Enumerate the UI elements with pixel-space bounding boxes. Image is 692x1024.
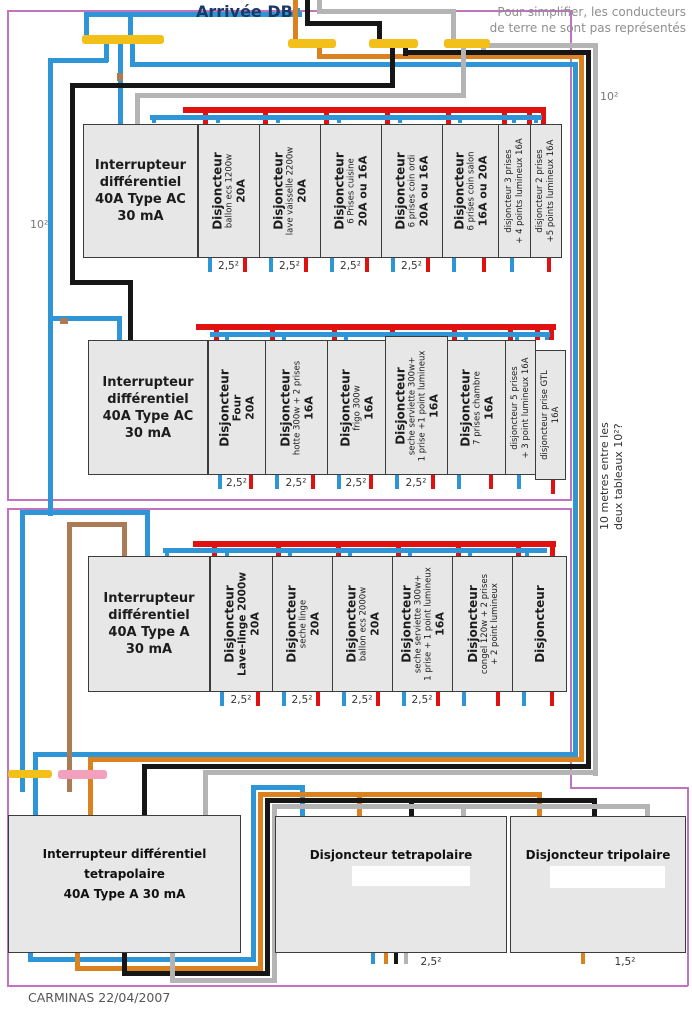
bus-neutral-blue — [545, 332, 549, 340]
label-line: Disjoncteur — [399, 585, 414, 663]
breaker-module-label — [504, 128, 526, 254]
erased-area — [550, 866, 665, 888]
label-line: + 3 point lumineux 16A — [520, 356, 531, 459]
breaker-module — [332, 556, 393, 692]
gauge-label: 2,5² — [401, 260, 422, 272]
section-border — [7, 499, 570, 501]
label-line: Four — [231, 394, 244, 421]
label-line: 20A — [368, 612, 382, 636]
earth-note: Pour simplifier, les conducteurs de terre ne sont pas représentés — [489, 5, 686, 35]
bus-phase-red — [196, 324, 556, 330]
label-line: 20A ou 16A — [356, 155, 370, 227]
bus-phase-red — [482, 258, 486, 272]
distance-note: 10 metres entre les deux tableaux 10²? — [598, 422, 625, 530]
bus-neutral-blue — [216, 115, 220, 123]
breaker-module — [452, 556, 513, 692]
author-date: CARMINAS 22/04/2007 — [28, 990, 171, 1005]
bus-phase-red — [550, 541, 555, 556]
gauge-label: 2,5² — [291, 694, 313, 706]
breaker-module-label — [510, 344, 532, 471]
label-line: disjoncteur 2 prises — [535, 149, 546, 233]
wire-phase-gray — [135, 93, 466, 98]
breaker-module — [512, 556, 567, 692]
wire-phase-black — [142, 764, 147, 817]
label-line: ballon ecs 1200w — [224, 153, 235, 229]
main-differential-switch-label: Interrupteur différentiel tetrapolaire 40A Type A 30 mA — [42, 847, 207, 901]
bus-phase-red — [547, 258, 551, 272]
label-line: Disjoncteur — [393, 366, 408, 445]
wire-phase-gray — [481, 43, 593, 48]
breaker-module-label — [333, 128, 370, 254]
wire-neutral-blue — [20, 510, 25, 792]
section-border — [570, 10, 572, 501]
wire-phase-gray — [461, 48, 466, 98]
bus-neutral-blue — [458, 115, 462, 123]
wire-phase-black — [390, 48, 395, 88]
arrival-title: Arrivée DB — [196, 2, 293, 21]
breaker-module — [535, 350, 566, 480]
wire-phase-brown — [67, 524, 72, 792]
wire-neutral-blue — [48, 58, 108, 63]
breaker-module — [259, 124, 321, 258]
breaker-module-label — [533, 560, 547, 688]
label-line: Interrupteur — [103, 591, 195, 606]
wire-phase-orange — [579, 54, 584, 762]
wire-neutral-blue — [452, 258, 456, 272]
bus-neutral-blue — [150, 115, 542, 120]
label-line: 40A Type AC — [95, 192, 186, 207]
label-line: Disjoncteur — [465, 585, 480, 663]
breaker-module — [198, 124, 260, 258]
label-line: + 4 points lumineux 16A — [514, 138, 525, 244]
bus-phase-red — [550, 692, 554, 706]
wire-phase-orange — [88, 757, 93, 817]
terminal-block-yellow — [288, 39, 336, 48]
breaker-tetrapolar-label: Disjoncteur tetrapolaire — [309, 848, 473, 862]
gauge-label-right: 10² — [600, 90, 619, 103]
label-line: Disjoncteur — [344, 585, 359, 663]
wire-neutral-blue — [573, 62, 578, 757]
wire-phase-black — [70, 83, 395, 88]
label-line: seche serviette 300w+ — [407, 356, 418, 455]
terminal-block-yellow — [82, 35, 164, 44]
wire-phase-gray — [203, 770, 208, 817]
breaker-module — [447, 340, 506, 475]
wire-neutral-blue — [251, 785, 256, 962]
label-line: Disjoncteur — [452, 152, 467, 230]
label-line: 20A — [243, 395, 257, 420]
breaker-module-label — [452, 128, 489, 254]
label-line: +5 points lumineux 16A — [546, 139, 557, 243]
bus-neutral-blue — [398, 115, 402, 123]
label-line: Disjoncteur — [532, 585, 547, 663]
label-line: 6 prises coin salon — [466, 151, 477, 231]
differential-switch-box — [88, 340, 208, 475]
differential-switch-label — [89, 557, 209, 691]
label-line: seche serviette 300w+ — [413, 574, 424, 674]
label-line: Lave-linge 2000w — [236, 572, 249, 676]
label-line: Disjoncteur — [338, 368, 353, 447]
label-line: 16A — [433, 612, 447, 636]
wire-phase-gray — [205, 770, 598, 775]
label-line: Interrupteur — [94, 158, 187, 173]
label-line: 20A — [248, 612, 262, 636]
wire-neutral-blue — [33, 752, 38, 817]
label-line: seche linge — [298, 599, 309, 649]
label-line: 40A Type A — [108, 625, 190, 640]
wire-phase-brown — [117, 73, 123, 81]
bus-neutral-blue — [525, 548, 529, 556]
label-line: 16A — [550, 406, 561, 424]
wire-phase-black — [305, 21, 382, 26]
terminal-block-yellow — [369, 39, 418, 48]
label-line: 40A Type AC — [102, 408, 194, 424]
wire-neutral-blue — [510, 258, 514, 272]
breaker-module-label — [399, 560, 446, 688]
breaker-module-label — [272, 128, 309, 254]
label-line: 16A ou 20A — [476, 155, 490, 227]
bus-neutral-blue — [408, 548, 412, 556]
terminal-block-pink — [58, 770, 107, 779]
gauge-label-bottom4: 2,5² — [420, 956, 442, 968]
differential-switch-label — [84, 125, 197, 257]
wire-phase-orange — [258, 792, 263, 972]
label-line: Disjoncteur — [278, 368, 293, 447]
breaker-module — [265, 340, 328, 475]
breaker-module — [442, 124, 499, 258]
label-line: 6 prises coin ordi — [407, 154, 418, 228]
bus-neutral-blue — [152, 115, 156, 123]
section-border — [570, 787, 688, 789]
bus-phase-red — [551, 480, 555, 494]
label-line: 30 mA — [117, 209, 164, 224]
wire-neutral-blue — [48, 58, 53, 516]
label-line: + 2 point lumineux — [489, 583, 500, 665]
label-line: Disjoncteur — [284, 585, 299, 663]
wire-neutral-blue — [145, 510, 150, 558]
gauge-label: 2,5² — [345, 477, 367, 489]
section-border — [7, 10, 9, 500]
gauge-label: 2,5² — [340, 260, 361, 272]
label-line: frigo 300w — [352, 384, 363, 431]
label-line: différentiel — [99, 175, 182, 190]
breaker-module-label — [284, 560, 321, 688]
breaker-module — [320, 124, 382, 258]
label-line: Disjoncteur — [458, 368, 473, 447]
label-line: 20A ou 16A — [417, 155, 431, 227]
wire-phase-black — [128, 280, 133, 342]
label-line: différentiel — [108, 608, 190, 623]
bus-neutral-blue — [512, 115, 516, 123]
wire-neutral-blue — [457, 475, 461, 489]
wire-phase-brown — [60, 318, 68, 324]
wire-neutral-blue — [517, 475, 521, 489]
wire-phase-black — [144, 764, 591, 769]
bus-neutral-blue — [337, 115, 341, 123]
wire-neutral-blue — [522, 692, 526, 706]
bus-neutral-blue — [282, 332, 286, 340]
gauge-label-left: 10² — [30, 218, 49, 231]
wire-phase-orange — [90, 757, 584, 762]
label-line: Disjoncteur — [217, 368, 232, 447]
wire-neutral-blue — [130, 62, 578, 67]
breaker-module-label — [393, 340, 440, 471]
section-border — [7, 985, 688, 987]
breaker-module — [505, 340, 536, 475]
wire-neutral-blue — [462, 692, 466, 706]
wire-phase-orange — [293, 0, 298, 42]
breaker-module-label — [278, 344, 315, 471]
wire-neutral-blue — [251, 785, 305, 790]
gauge-label: 2,5² — [351, 694, 373, 706]
label-line: 7 prises chambre — [472, 370, 483, 445]
label-line: 30 mA — [124, 425, 172, 441]
breaker-module-label — [458, 344, 495, 471]
wire-phase-black — [265, 798, 270, 976]
wire-phase-black — [70, 83, 75, 285]
differential-switch-box — [88, 556, 210, 692]
gauge-label: 2,5² — [411, 694, 433, 706]
label-line: 30 mA — [125, 642, 173, 657]
gauge-label: 2,5² — [285, 477, 307, 489]
breaker-module-label — [222, 560, 261, 688]
breaker-module — [381, 124, 443, 258]
differential-switch-box — [83, 124, 198, 258]
label-line: 16A — [362, 395, 376, 420]
label-line: ballon ecs 2000w — [358, 586, 369, 662]
wire-phase-gray — [135, 93, 140, 124]
label-line: 1 prise + 1 point lumineux — [423, 567, 434, 681]
bus-neutral-blue — [344, 332, 348, 340]
label-line: 1 prise +1 point lumineux — [417, 350, 428, 461]
gauge-label-bottom3: 1,5² — [614, 956, 636, 968]
bus-neutral-blue — [288, 548, 292, 556]
section-border — [687, 787, 689, 986]
section-border — [570, 508, 572, 788]
bus-phase-red — [489, 475, 493, 489]
label-line: 20A — [308, 612, 322, 636]
wire-phase-gray — [317, 9, 456, 14]
label-line: Disjoncteur — [271, 152, 286, 230]
breaker-module-label — [344, 560, 381, 688]
label-line: Disjoncteur — [393, 152, 408, 230]
wire-phase-black — [70, 280, 133, 285]
terminal-block-yellow — [8, 770, 52, 778]
label-line: disjoncteur 5 prises — [509, 365, 520, 450]
bus-phase-red — [496, 692, 500, 706]
label-line: 16A — [302, 395, 316, 420]
breaker-module — [392, 556, 453, 692]
wire-neutral-blue — [28, 957, 256, 962]
breaker-module — [385, 336, 448, 475]
label-line: 16A — [482, 395, 496, 420]
label-line: disjoncteur prise GTL — [539, 370, 550, 460]
breaker-tripolar-label: Disjoncteur tripolaire — [525, 848, 671, 862]
wire-neutral-blue — [117, 316, 122, 342]
label-line: 20A — [234, 179, 248, 203]
erased-area — [352, 866, 470, 886]
breaker-module-label — [535, 128, 557, 254]
wire-phase-black — [586, 50, 591, 769]
breaker-module — [530, 124, 562, 258]
gauge-label: 2,5² — [226, 477, 247, 489]
bus-neutral-blue — [515, 332, 519, 340]
breaker-module-label — [394, 128, 431, 254]
wire-phase-black — [403, 50, 591, 55]
gauge-label: 2,5² — [279, 260, 300, 272]
label-line: hotte 300w + 2 prises — [292, 360, 303, 455]
bus-neutral-blue — [165, 548, 169, 556]
wire-phase-black — [122, 971, 269, 976]
bus-neutral-blue — [225, 332, 229, 340]
bus-neutral-blue — [210, 332, 550, 337]
label-line: lave vaisselle 2200w — [285, 146, 296, 236]
label-line: Disjoncteur — [222, 585, 237, 663]
label-line: 6 Prises cuisine — [346, 158, 357, 224]
main-differential-switch-box — [8, 815, 241, 953]
bus-neutral-blue — [464, 332, 468, 340]
breaker-module-label — [466, 560, 500, 688]
breaker-module — [210, 556, 273, 692]
label-line: disjoncteur 3 prises — [503, 149, 514, 233]
breaker-module — [272, 556, 333, 692]
gauge-label: 2,5² — [218, 260, 239, 272]
gauge-label: 2,5² — [405, 477, 427, 489]
breaker-module — [208, 340, 266, 475]
breaker-module — [498, 124, 531, 258]
wire-phase-brown — [67, 522, 127, 527]
breaker-module-label — [338, 344, 375, 471]
label-line: différentiel — [107, 391, 189, 407]
bus-neutral-blue — [163, 548, 547, 553]
bus-neutral-blue — [468, 548, 472, 556]
breaker-module-label — [540, 354, 562, 476]
wire-phase-black — [265, 798, 597, 803]
differential-switch-label — [89, 341, 207, 474]
label-line: Disjoncteur — [332, 152, 347, 230]
bus-phase-red — [183, 107, 546, 113]
gauge-label: 2,5² — [230, 694, 252, 706]
wire-phase-orange — [258, 792, 542, 797]
breaker-module — [327, 340, 386, 475]
bus-neutral-blue — [534, 115, 538, 123]
label-line: 20A — [295, 179, 309, 203]
breaker-module-label — [218, 344, 257, 471]
label-line: congel 120w + 2 prises — [479, 573, 490, 675]
bus-neutral-blue — [348, 548, 352, 556]
wire-phase-brown — [122, 522, 127, 558]
breaker-module-label — [211, 128, 248, 254]
label-line: Disjoncteur — [210, 152, 225, 230]
wire-neutral-blue — [20, 510, 150, 515]
label-line: Interrupteur — [102, 374, 194, 390]
terminal-block-yellow — [444, 39, 490, 48]
bus-neutral-blue — [225, 548, 229, 556]
bus-phase-red — [193, 541, 556, 547]
label-line: 16A — [427, 393, 441, 418]
wire-phase-gray — [170, 978, 276, 983]
bus-neutral-blue — [276, 115, 280, 123]
